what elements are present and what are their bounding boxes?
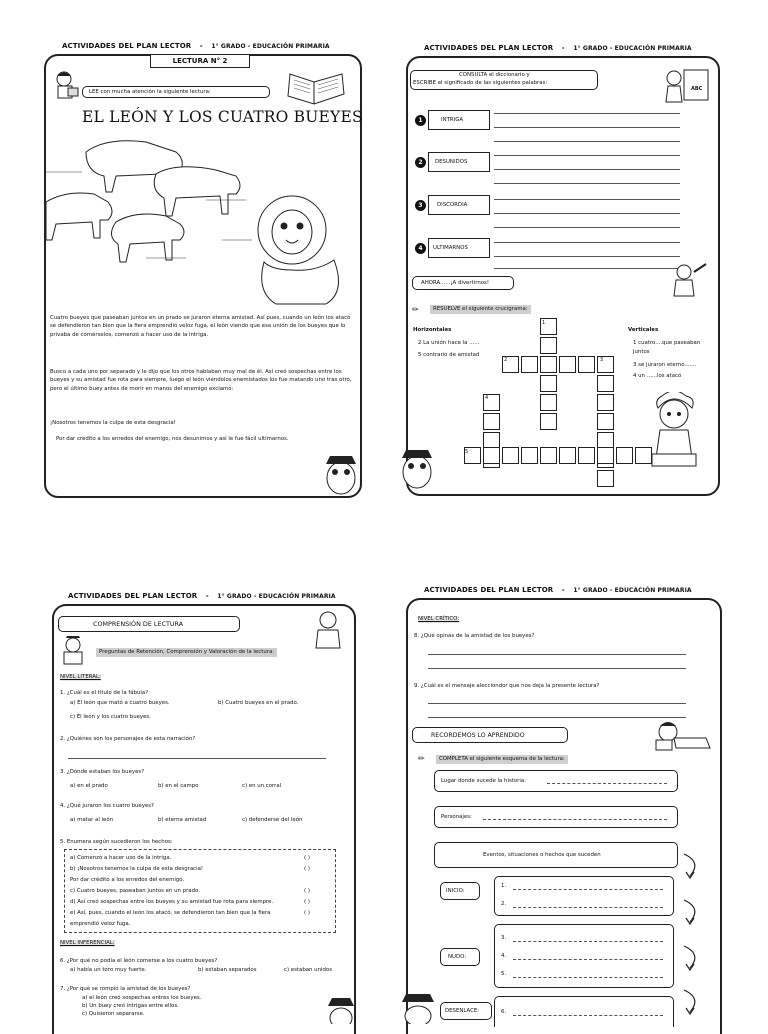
girl-reading-icon	[646, 392, 706, 472]
word-label: INTRIGA	[441, 117, 464, 123]
child-pencil-icon	[668, 262, 708, 300]
option[interactable]: a) en el prado	[70, 783, 108, 789]
answer-line[interactable]	[513, 959, 663, 960]
question-8: 8. ¿Qué opinas de la amistad de los bueyes?	[414, 633, 535, 639]
answer-line[interactable]	[494, 227, 680, 228]
option[interactable]: b) estaban separados	[198, 967, 257, 973]
mascot-icon	[326, 996, 356, 1024]
question-5: 5. Enumera según sucedieron los hechos:	[60, 839, 173, 845]
horizontales-title: Horizontales	[413, 327, 452, 333]
page-header	[424, 44, 692, 52]
vertical-clue: 3 se juraron eterno.......	[633, 362, 697, 368]
child-icon	[312, 610, 344, 654]
option[interactable]: a) había un toro muy fuerte.	[70, 967, 147, 973]
option[interactable]: b) Un buey creó intrigas entre ellos.	[82, 1003, 179, 1009]
crossword-cell[interactable]	[483, 447, 500, 464]
eventos-label: Eventos, situaciones o hechos que suceden	[483, 852, 601, 858]
order-blank[interactable]: ( )	[304, 888, 310, 894]
consulta-box	[410, 70, 598, 90]
answer-line[interactable]	[513, 1015, 663, 1016]
answer-line[interactable]	[494, 155, 680, 156]
desenlace-label: DESENLACE:	[445, 1008, 480, 1014]
crossword-cell[interactable]	[597, 413, 614, 430]
answer-line[interactable]	[68, 758, 326, 759]
word-number-2: 2	[415, 157, 426, 168]
story-title: EL LEÓN Y LOS CUATRO BUEYES	[82, 108, 363, 126]
crossword-cell[interactable]	[521, 447, 538, 464]
story-paragraph-1: Cuatro bueyes que paseaban juntos en un prado se juraron eterna amistad. Así pues, cuando un león los atacó se defendieron tan bien que la fiera emprendió veloz fuga, el león viendo que esa unión de los bueyes que lo privaba de comérselos, comenzó a hacer uso de la intriga.	[50, 315, 351, 338]
answer-number: 4.	[501, 953, 507, 959]
vertical-clue: 1 cuatro....que paseaban	[633, 340, 701, 346]
option[interactable]: c) Quisieron separarse.	[82, 1011, 145, 1017]
header-grade: 1° GRADO - EDUCACIÓN PRIMARIA	[217, 593, 336, 600]
crossword-cell[interactable]	[521, 356, 538, 373]
answer-line[interactable]	[513, 907, 663, 908]
crossword-cell[interactable]	[597, 470, 614, 487]
answer-number: 1.	[501, 883, 507, 889]
header-grade: 1° GRADO - EDUCACIÓN PRIMARIA	[573, 45, 692, 52]
crossword-cell[interactable]	[502, 447, 519, 464]
answer-line[interactable]	[513, 977, 663, 978]
inicio-label: INICIO:	[446, 888, 465, 894]
order-blank[interactable]: ( )	[304, 866, 310, 872]
event-item: b) ¡Nosotros tenemos la culpa de esta desgracia!	[70, 866, 204, 872]
arrows-decoration	[680, 850, 706, 1024]
recordemos-box	[412, 727, 568, 743]
word-label: DISCORDIA	[437, 202, 468, 208]
consulta-line-2: ESCRIBE el significado de las siguientes palabras:	[413, 80, 548, 86]
story-paragraph-3: ¡Nosotros tenemos la culpa de esta desgracia!	[50, 420, 176, 426]
crossword-cell[interactable]	[616, 447, 633, 464]
child-reading-icon	[52, 70, 82, 104]
word-label: DESUNIDOS	[435, 159, 468, 165]
answer-line[interactable]	[494, 242, 680, 243]
option[interactable]: b) Cuatro bueyes en el prado.	[218, 700, 299, 706]
answer-number: 2.	[501, 901, 507, 907]
answer-line[interactable]	[494, 183, 680, 184]
lugar-box[interactable]	[434, 770, 678, 792]
abc-label: ABC	[691, 86, 703, 92]
crossword-cell[interactable]	[540, 337, 557, 354]
mascot-icon	[398, 446, 436, 492]
header-title: ACTIVIDADES DEL PLAN LECTOR	[424, 586, 554, 594]
comprension-title-box	[58, 616, 240, 632]
horizontal-clue: 2 La unión hace la ......	[418, 340, 480, 346]
crossword-number-3: 3	[600, 357, 604, 363]
nudo-box	[440, 948, 480, 966]
open-book-icon	[284, 66, 350, 108]
header-separator: -	[205, 592, 209, 600]
answer-line[interactable]	[483, 819, 667, 820]
answer-line[interactable]	[428, 654, 686, 655]
eventos-box	[434, 842, 678, 868]
crossword-cell[interactable]	[540, 447, 557, 464]
question-4: 4. ¿Qué juraron los cuatro bueyes?	[60, 803, 154, 809]
recordemos-title: RECORDEMOS LO APRENDIDO	[431, 732, 525, 739]
header-title: ACTIVIDADES DEL PLAN LECTOR	[62, 42, 192, 50]
word-box-discordia	[428, 195, 490, 215]
question-2: 2. ¿Quiénes son los personajes de esta narración?	[60, 736, 196, 742]
story-paragraph-2: Busco a cada uno por separado y le dijo que los otros hablaban muy mal de él. Así creó sospechas entre los bueyes y su amistad fue rota para siempre, luego el león viéndolos enemistados los fue matando uno tras otro, pero el último buey antes de morir en manos del enemigo exclamó:	[50, 369, 352, 392]
inicio-answers-box[interactable]	[494, 876, 674, 916]
page-header	[62, 42, 330, 50]
nudo-label: NUDO:	[448, 954, 467, 960]
answer-line[interactable]	[494, 127, 680, 128]
order-blank[interactable]: ( )	[304, 910, 310, 916]
pencil-icon: ✏	[412, 305, 419, 314]
answer-line[interactable]	[428, 703, 686, 704]
question-9: 9. ¿Cuál es el mensaje alecciondor que nos deja la presente lectura?	[414, 683, 600, 689]
mascot-icon	[322, 452, 360, 498]
order-blank[interactable]: ( )	[304, 855, 310, 861]
answer-number: 5.	[501, 971, 507, 977]
answer-number: 6.	[501, 1009, 507, 1015]
ahora-box	[412, 276, 514, 290]
option[interactable]: a) matar al león	[70, 817, 114, 823]
answer-line[interactable]	[494, 141, 680, 142]
crossword-cell[interactable]	[597, 375, 614, 392]
answer-line[interactable]	[513, 941, 663, 942]
option[interactable]: b) en el campo	[158, 783, 199, 789]
nivel-literal-label: NIVEL LITERAL:	[60, 674, 101, 680]
completa-label: COMPLETA el siguiente esquema de la lectura:	[436, 755, 568, 764]
nivel-inferencial-label: NIVEL INFERENCIAL:	[60, 940, 115, 946]
event-item: c) Cuatro bueyes, paseaban juntos en un prado.	[70, 888, 200, 894]
answer-line[interactable]	[494, 268, 680, 269]
horizontal-clue: 5 contrario de amistad	[418, 352, 480, 358]
vertical-clue: 4 un ......los atacó	[633, 373, 682, 379]
order-blank[interactable]: ( )	[304, 899, 310, 905]
nudo-answers-box[interactable]	[494, 924, 674, 988]
word-box-desunidos	[428, 152, 490, 172]
inicio-box	[440, 882, 480, 900]
crossword-cell[interactable]	[540, 356, 557, 373]
lectura-number: LECTURA N° 2	[150, 54, 250, 68]
event-item: Por dar crédito a los enredos del enemigo.	[70, 877, 185, 883]
answer-line[interactable]	[428, 717, 686, 718]
header-separator: -	[561, 586, 565, 594]
answer-line[interactable]	[494, 169, 680, 170]
lugar-label: Lugar donde sucede la historia:	[441, 778, 527, 784]
crossword-cell[interactable]	[578, 356, 595, 373]
word-number-3: 3	[415, 200, 426, 211]
header-separator: -	[199, 42, 203, 50]
vertical-clue: juntos	[633, 349, 650, 355]
event-item: a) Comenzó a hacer uso de la intriga.	[70, 855, 172, 861]
crossword-number-1: 1	[542, 320, 546, 326]
preguntas-label: Preguntas de Retención, Comprensión y Valoración de la lectura:	[96, 648, 277, 657]
answer-line[interactable]	[494, 199, 680, 200]
word-label: ULTIMARNOS	[433, 245, 468, 251]
pencil-icon: ✏	[418, 754, 425, 763]
resuelve-label: RESUELVE el siguiente crucigrama:	[430, 305, 531, 314]
answer-line[interactable]	[428, 668, 686, 669]
option[interactable]: c) en un corral	[242, 783, 282, 789]
option[interactable]: b) eterna amistad	[158, 817, 207, 823]
question-1: 1. ¿Cuál es el título de la fábula?	[60, 690, 149, 696]
word-number-4: 4	[415, 243, 426, 254]
header-separator: -	[561, 44, 565, 52]
answer-line[interactable]	[547, 783, 667, 784]
answer-line[interactable]	[513, 889, 663, 890]
crossword-number-4: 4	[485, 395, 489, 401]
instruction-box: LEE con mucha atención la siguiente lectura:	[82, 86, 270, 98]
crossword-cell[interactable]	[540, 375, 557, 392]
question-7: 7. ¿Por qué se rompió la amistad de los bueyes?	[60, 986, 191, 992]
page-header	[68, 592, 336, 600]
ahora-label: AHORA......¡A divertirnos!	[421, 280, 490, 286]
option[interactable]: c) estaban unidos	[284, 967, 333, 973]
consulta-line-1: CONSULTA el diccionario y	[459, 72, 530, 78]
event-item: d) Así creó sospechas entre los bueyes y su amistad fue rota para siempre.	[70, 899, 274, 905]
crossword-number-5: 5	[465, 449, 469, 455]
header-title: ACTIVIDADES DEL PLAN LECTOR	[424, 44, 554, 52]
personajes-label: Personajes:	[441, 814, 472, 820]
crossword-cell[interactable]	[540, 413, 557, 430]
story-paragraph-4: Por dar crédito a los enredos del enemigo, nos desunimos y así le fue fácil ultimarnos.	[56, 436, 289, 442]
crossword-cell[interactable]	[540, 394, 557, 411]
desenlace-answers-box[interactable]	[494, 996, 674, 1027]
answer-line[interactable]	[494, 213, 680, 214]
oxen-and-lion-illustration	[46, 132, 358, 310]
mascot-icon	[400, 990, 436, 1024]
question-6: 6. ¿Por qué no podía el león comerse a los cuatro bueyes?	[60, 958, 218, 964]
crossword-cell[interactable]	[597, 447, 614, 464]
option[interactable]: c) defenderse del león	[242, 817, 303, 823]
crossword-cell[interactable]	[559, 356, 576, 373]
desenlace-box	[440, 1002, 492, 1020]
child-lying-reading-icon	[654, 718, 714, 754]
verticales-title: Verticales	[628, 327, 659, 333]
child-book-icon	[60, 636, 86, 666]
crossword-cell[interactable]	[559, 447, 576, 464]
nivel-critico-label: NIVEL CRÍTICO:	[418, 616, 460, 622]
comprension-title: COMPRENSIÓN DE LECTURA	[93, 620, 184, 628]
word-number-1: 1	[415, 115, 426, 126]
header-grade: 1° GRADO - EDUCACIÓN PRIMARIA	[573, 587, 692, 594]
event-item: e) Así, pues, cuando el león los atacó, se defendieron tan bien que la fiera	[70, 910, 271, 916]
crossword-number-2: 2	[504, 357, 508, 363]
option[interactable]: a) El león que mató a cuatro bueyes.	[70, 700, 170, 706]
personajes-box[interactable]	[434, 806, 678, 828]
answer-line[interactable]	[494, 256, 680, 257]
dictionary-icon	[664, 66, 712, 106]
crossword-cell[interactable]	[597, 394, 614, 411]
question-3: 3. ¿Dónde estaban los bueyes?	[60, 769, 145, 775]
answer-line[interactable]	[494, 113, 680, 114]
option[interactable]: c) El león y los cuatro bueyes.	[70, 714, 151, 720]
option[interactable]: a) el león creó sospechas entres los bueyes.	[82, 995, 202, 1001]
event-item: emprendió veloz fuga.	[70, 921, 131, 927]
header-grade: 1° GRADO - EDUCACIÓN PRIMARIA	[211, 43, 330, 50]
page-header	[424, 586, 692, 594]
word-box-intriga	[428, 110, 490, 130]
crossword-cell[interactable]	[578, 447, 595, 464]
header-title: ACTIVIDADES DEL PLAN LECTOR	[68, 592, 198, 600]
crossword-cell[interactable]	[483, 413, 500, 430]
answer-number: 3.	[501, 935, 507, 941]
word-box-ultimarnos	[428, 238, 490, 258]
